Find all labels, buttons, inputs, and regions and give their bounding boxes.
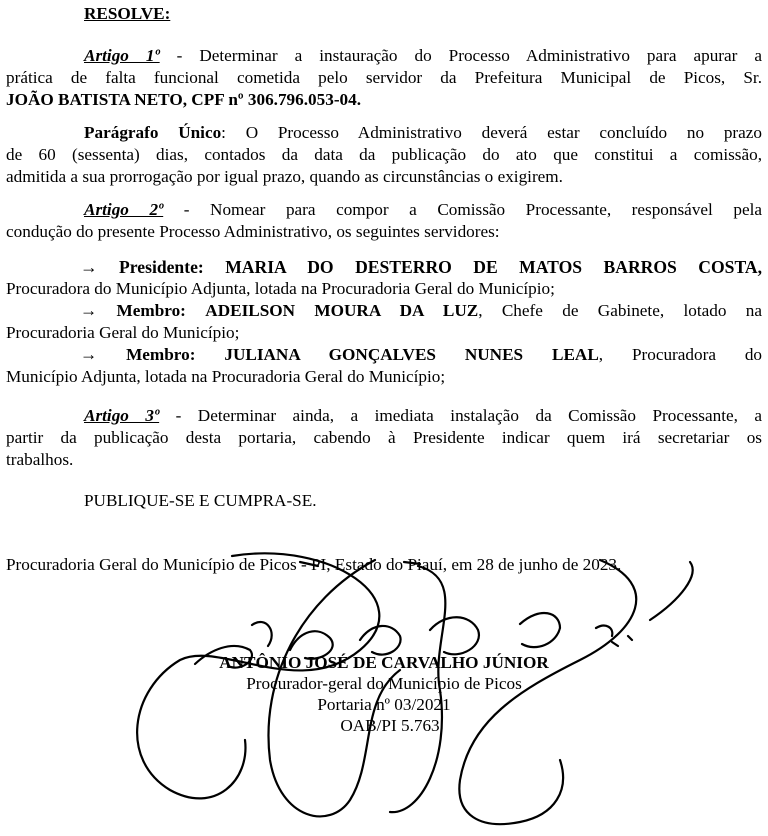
member-2-line1: → Membro: ADEILSON MOURA DA LUZ, Chefe de Gabinete, lotado na bbox=[80, 301, 763, 320]
art3-line2: partir da publicação desta portaria, cabendo à Presidente indicar quem irá secretariar os bbox=[6, 428, 762, 447]
art1-label: Artigo 1º bbox=[84, 46, 160, 65]
paragrafo-line2: de 60 (sessenta) dias, contados da data da publicação do ato que constitui a comissão, bbox=[6, 145, 762, 164]
art3-line3: trabalhos. bbox=[6, 450, 74, 469]
art3-line1: Artigo 3º - Determinar ainda, a imediata instalação da Comissão Processante, a bbox=[84, 406, 763, 425]
member-president-line2: Procuradora do Município Adjunta, lotada na Procuradoria Geral do Município; bbox=[6, 279, 555, 298]
member-2-line2: Procuradoria Geral do Município; bbox=[6, 323, 240, 342]
paragrafo-line3: admitida a sua prorrogação por igual prazo, quando as circunstâncias o exigirem. bbox=[6, 167, 563, 186]
arrow-icon: → bbox=[80, 345, 98, 364]
signatory-name: ANTÔNIO JOSÉ DE CARVALHO JÚNIOR bbox=[219, 653, 549, 672]
paragrafo-line1: Parágrafo Único: O Processo Administrativo deverá estar concluído no prazo bbox=[84, 123, 762, 142]
member-3-line2: Município Adjunta, lotada na Procuradoria Geral do Município; bbox=[6, 367, 446, 386]
member-3-name: JULIANA GONÇALVES NUNES LEAL bbox=[224, 345, 599, 364]
art1-line3: JOÃO BATISTA NETO, CPF nº 306.796.053-04. bbox=[6, 90, 362, 109]
member-3-line1: → Membro: JULIANA GONÇALVES NUNES LEAL, Procuradora do bbox=[80, 345, 763, 364]
member-president-name: MARIA DO DESTERRO DE MATOS BARROS COSTA bbox=[225, 257, 758, 277]
art2-line2: condução do presente Processo Administrativo, os seguintes servidores: bbox=[6, 222, 500, 241]
publique-cumpra-se: PUBLIQUE-SE E CUMPRA-SE. bbox=[84, 491, 317, 510]
signatory-portaria: Portaria nº 03/2021 bbox=[317, 695, 451, 714]
arrow-icon: → bbox=[80, 257, 98, 277]
servant-identification: JOÃO BATISTA NETO, CPF nº 306.796.053-04 bbox=[6, 90, 357, 109]
art2-line1: Artigo 2º - Nomear para compor a Comissão Processante, responsável pela bbox=[84, 200, 762, 219]
arrow-icon: → bbox=[80, 301, 98, 320]
signatory-oab: OAB/PI 5.763 bbox=[340, 716, 440, 735]
art3-label: Artigo 3º bbox=[84, 406, 160, 425]
paragrafo-label: Parágrafo Único bbox=[84, 123, 222, 142]
place-date: Procuradoria Geral do Município de Picos - PI, Estado do Piauí, em 28 de junho de 2023. bbox=[6, 555, 622, 574]
signatory-title: Procurador-geral do Município de Picos bbox=[246, 674, 522, 693]
art1-line1: Artigo 1º - Determinar a instauração do Processo Administrativo para apurar a bbox=[84, 46, 762, 65]
art2-label: Artigo 2º bbox=[84, 200, 164, 219]
member-2-name: ADEILSON MOURA DA LUZ bbox=[205, 301, 479, 320]
resolve-heading: RESOLVE: bbox=[84, 4, 171, 23]
art1-line2: prática de falta funcional cometida pelo servidor da Prefeitura Municipal de Picos, Sr. bbox=[6, 68, 762, 87]
member-president-line1: → Presidente: MARIA DO DESTERRO DE MATOS BARROS COSTA, bbox=[80, 257, 762, 277]
